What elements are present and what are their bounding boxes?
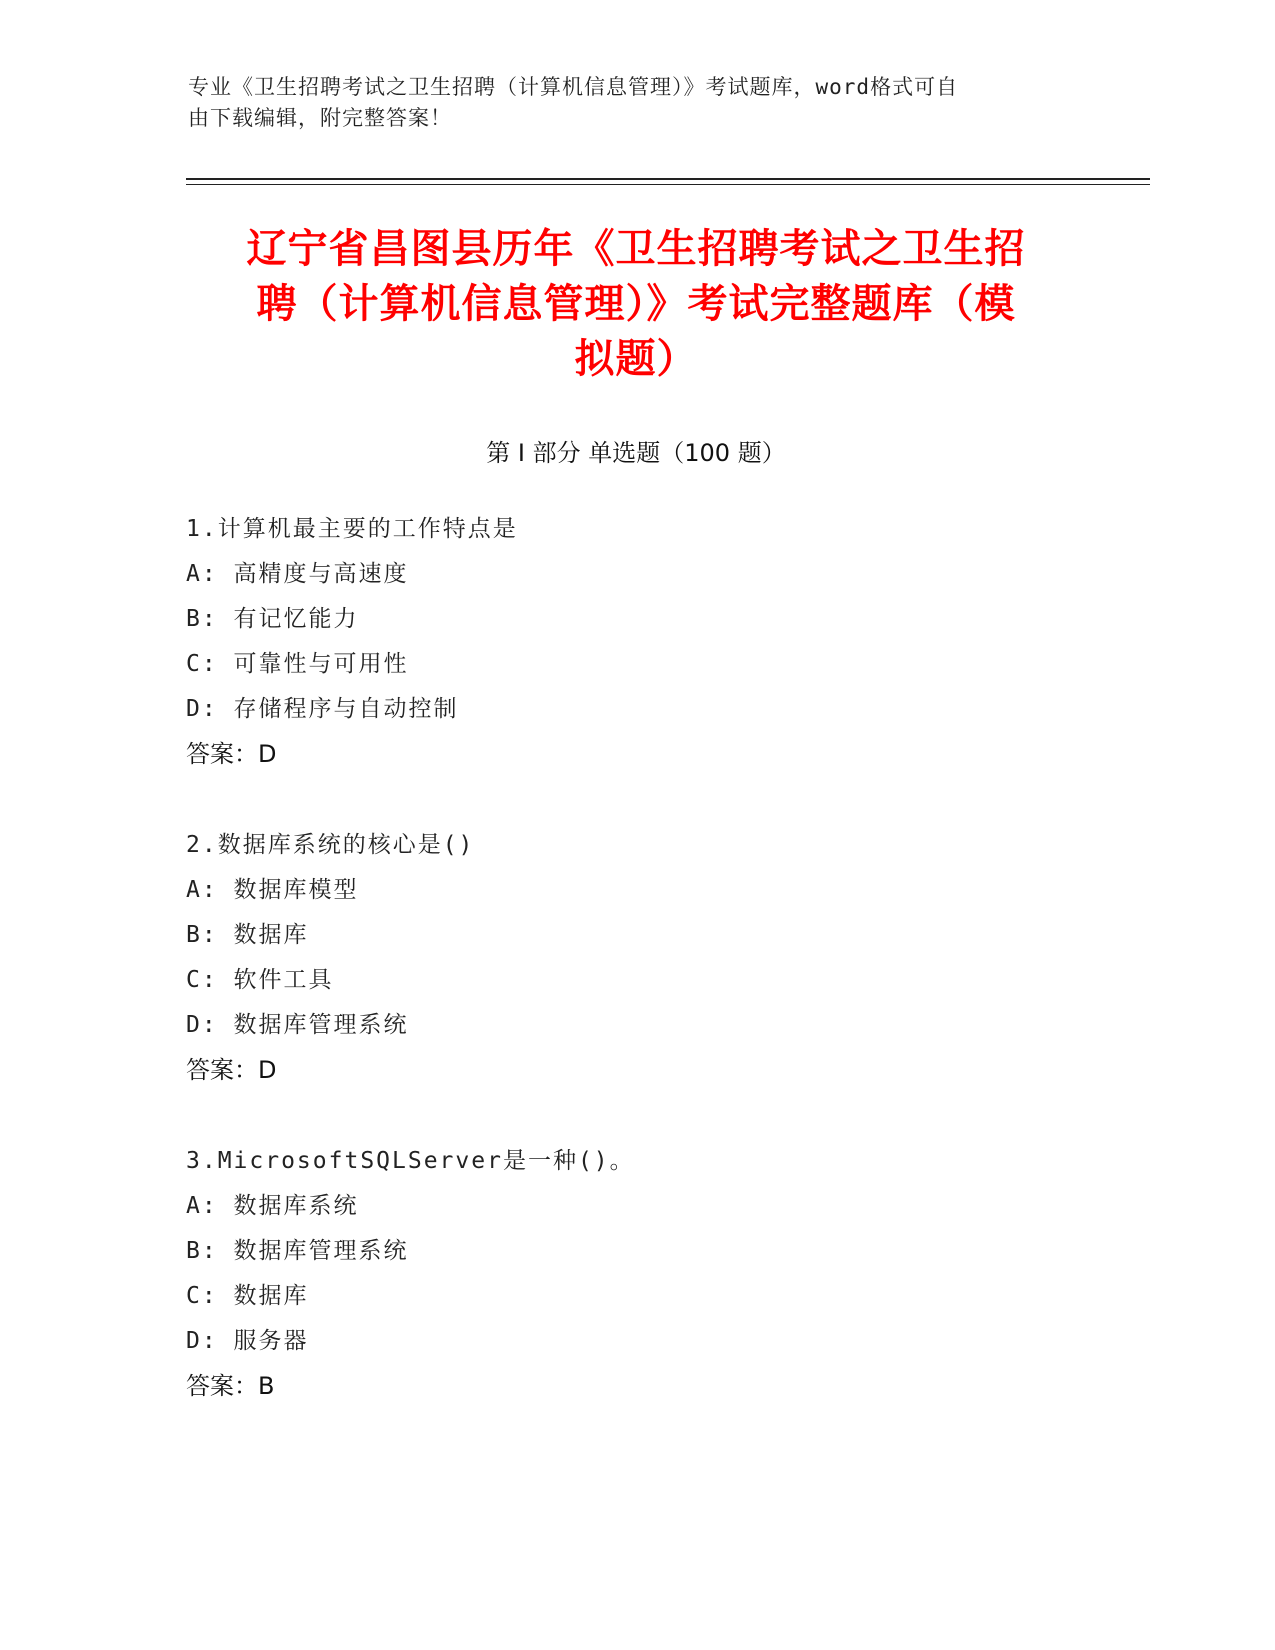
question-stem: 3.MicrosoftSQLServer是一种()。 — [186, 1148, 635, 1174]
question-stem: 2.数据库系统的核心是() — [186, 832, 475, 858]
option-b: B: 数据库 — [186, 922, 309, 948]
header-divider-thick — [186, 178, 1150, 180]
answer-line: 答案：B — [186, 1372, 275, 1400]
intro-note — [188, 72, 1068, 134]
question-block-1 — [186, 507, 1086, 777]
title-line-2: 聘（计算机信息管理）》考试完整题库（模 — [256, 281, 1016, 327]
question-block-3 — [186, 1139, 1086, 1409]
answer-line: 答案：D — [186, 1056, 277, 1084]
option-b: B: 有记忆能力 — [186, 606, 359, 632]
option-d: D: 服务器 — [186, 1328, 309, 1354]
option-b: B: 数据库管理系统 — [186, 1238, 409, 1264]
title-line-1: 辽宁省昌图县历年《卫生招聘考试之卫生招 — [246, 226, 1026, 272]
option-a: A: 数据库模型 — [186, 877, 359, 903]
intro-line-2: 由下载编辑，附完整答案！ — [188, 106, 452, 130]
question-stem: 1.计算机最主要的工作特点是 — [186, 516, 518, 542]
option-c: C: 数据库 — [186, 1283, 309, 1309]
intro-line-1: 专业《卫生招聘考试之卫生招聘（计算机信息管理）》考试题库，word格式可自 — [188, 75, 959, 99]
header-divider-thin — [186, 184, 1150, 185]
option-a: A: 高精度与高速度 — [186, 561, 409, 587]
option-c: C: 可靠性与可用性 — [186, 651, 409, 677]
option-d: D: 数据库管理系统 — [186, 1012, 409, 1038]
document-title — [186, 222, 1086, 387]
section-heading: 第 I 部分 单选题（100 题） — [486, 439, 786, 467]
answer-line: 答案：D — [186, 740, 277, 768]
question-block-2 — [186, 823, 1086, 1093]
option-a: A: 数据库系统 — [186, 1193, 359, 1219]
option-d: D: 存储程序与自动控制 — [186, 696, 459, 722]
option-c: C: 软件工具 — [186, 967, 334, 993]
title-line-3: 拟题） — [574, 336, 698, 382]
